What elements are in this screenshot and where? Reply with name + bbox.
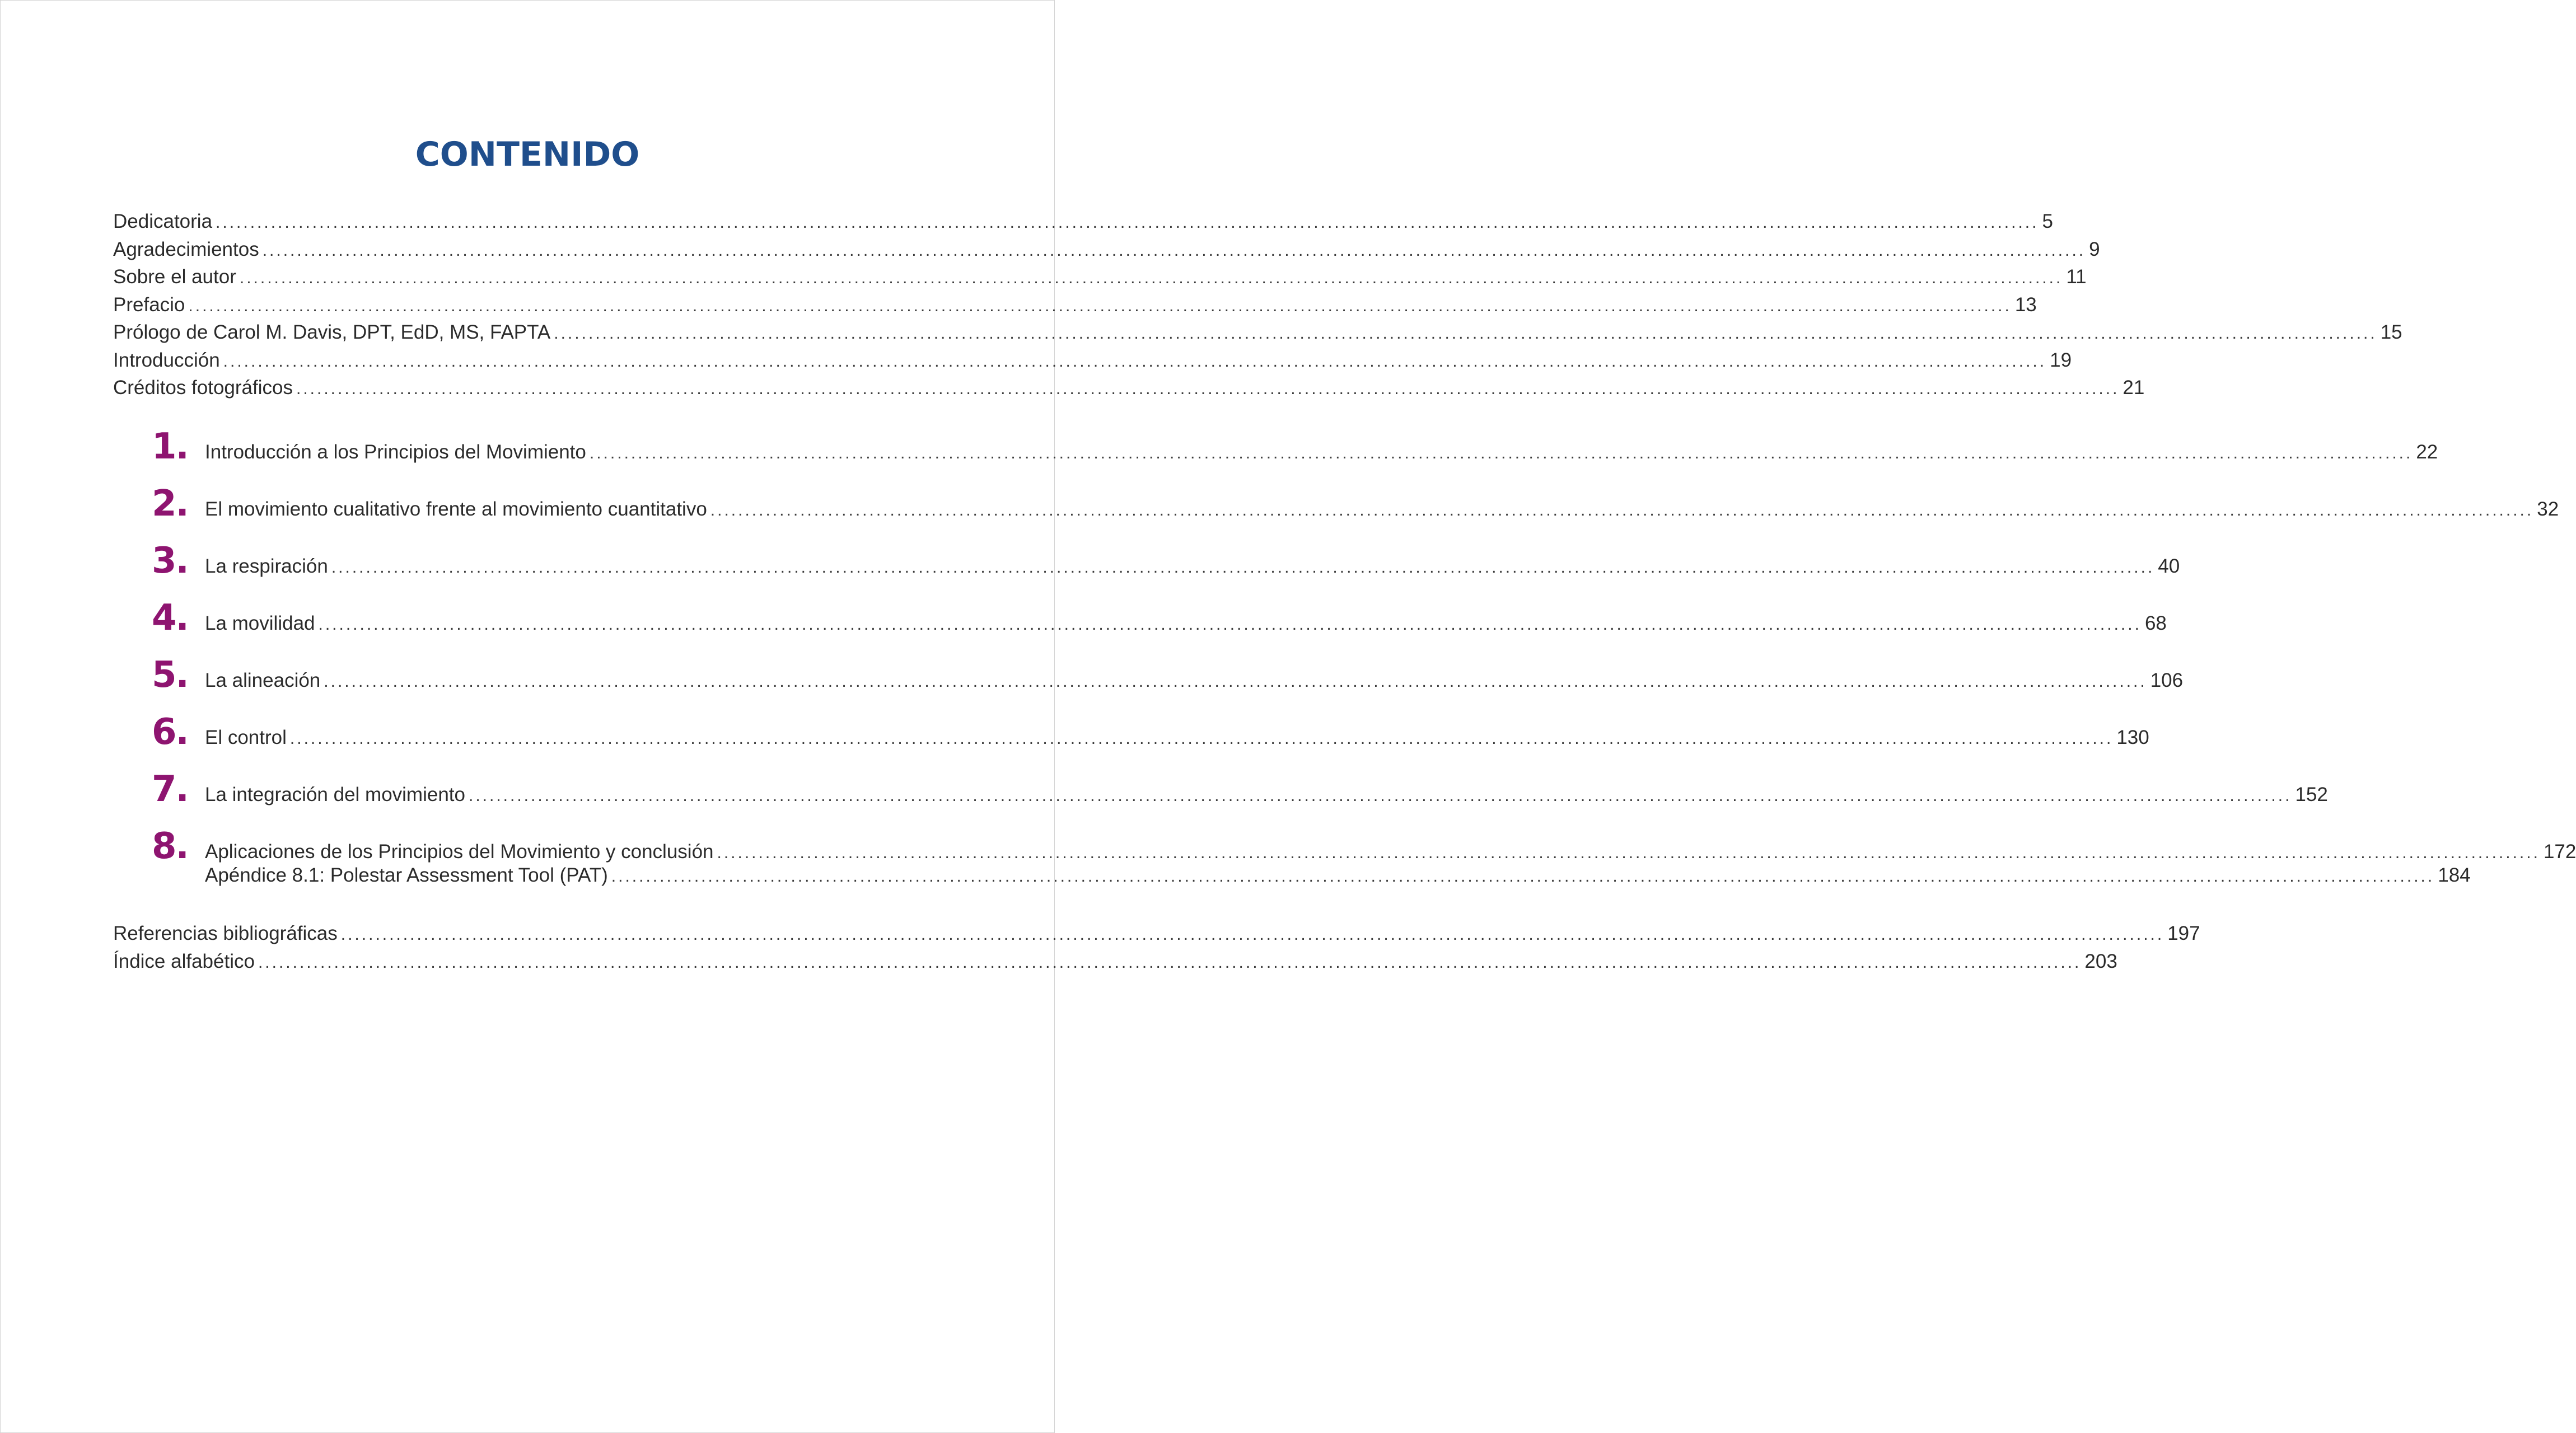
chapter-number: 8. [152, 826, 188, 867]
appendix-entry[interactable] [205, 861, 2471, 889]
toc-entry-label: Créditos fotográficos [113, 377, 293, 399]
chapter-number: 1. [152, 426, 188, 467]
toc-page-number: 40 [2158, 555, 2180, 577]
toc-page-number: 15 [2380, 321, 2402, 343]
dot-leader [223, 348, 2046, 376]
toc-page-number: 106 [2150, 669, 2184, 691]
toc-entry-referencias[interactable] [113, 920, 2200, 948]
toc-entry-prefacio[interactable] [113, 291, 2037, 319]
chapter-number: 2. [152, 483, 188, 525]
dot-leader [216, 209, 2039, 237]
toc-page-number: 5 [2042, 210, 2053, 232]
toc-page-number: 21 [2122, 377, 2145, 399]
toc-entry-dedicatoria[interactable] [113, 208, 2053, 236]
dot-leader [469, 782, 2292, 810]
dot-leader [710, 497, 2533, 525]
toc-entry-label: Introducción [113, 349, 220, 371]
chapter-entry-6[interactable] [152, 711, 2149, 769]
chapter-row [205, 610, 2167, 638]
toc-entry-label: Referencias bibliográficas [113, 922, 338, 944]
toc-entry-agradecimientos[interactable] [113, 236, 2100, 264]
dot-leader [319, 611, 2142, 639]
toc-page-number: 32 [2537, 498, 2559, 520]
toc-page-number: 184 [2438, 864, 2471, 886]
chapter-title: La alineación [205, 669, 321, 691]
dot-leader [554, 320, 2377, 348]
dot-leader [258, 949, 2081, 977]
chapter-title: Introducción a los Principios del Movimiento [205, 441, 586, 463]
chapter-number: 6. [152, 711, 188, 753]
toc-entry-label: Índice alfabético [113, 950, 255, 972]
toc-page-number: 13 [2014, 293, 2037, 316]
toc-page-number: 172 [2543, 841, 2576, 863]
toc-entry-prologo[interactable] [113, 319, 2402, 346]
toc-page-number: 152 [2295, 784, 2328, 806]
chapter-title: Aplicaciones de los Principios del Movimiento y conclusión [205, 841, 714, 863]
chapter-list [152, 426, 2576, 889]
dot-leader [240, 264, 2063, 292]
dot-leader [290, 725, 2113, 753]
dot-leader [324, 668, 2147, 696]
chapter-entry-4[interactable] [152, 597, 2167, 654]
chapter-entry-5[interactable] [152, 654, 2184, 711]
chapter-number: 7. [152, 769, 188, 810]
chapter-title: El movimiento cualitativo frente al movimiento cuantitativo [205, 498, 707, 520]
toc-page-number: 22 [2416, 441, 2438, 463]
toc-entry-indice-alfabetico[interactable] [113, 948, 2117, 976]
toc-entry-introduccion[interactable] [113, 346, 2072, 374]
chapter-row [205, 552, 2180, 580]
chapter-entry-7[interactable] [152, 769, 2328, 826]
dot-leader [611, 863, 2434, 891]
front-matter-list [113, 208, 2402, 402]
toc-page-number: 203 [2084, 950, 2117, 972]
toc-page-number: 19 [2050, 349, 2072, 371]
toc-page-number: 11 [2066, 266, 2087, 288]
dot-leader [296, 375, 2119, 403]
dot-leader [590, 439, 2413, 467]
chapter-number: 4. [152, 597, 188, 639]
toc-page-number: 130 [2116, 727, 2149, 748]
chapter-entry-3[interactable] [152, 540, 2180, 597]
chapter-row [205, 438, 2438, 466]
chapter-title: El control [205, 727, 287, 748]
toc-entry-label: Dedicatoria [113, 210, 213, 232]
chapter-number: 3. [152, 540, 188, 582]
dot-leader [188, 292, 2011, 320]
chapter-title: La movilidad [205, 612, 315, 634]
chapter-title: La integración del movimiento [205, 784, 465, 806]
chapter-row [205, 495, 2559, 523]
dot-leader [341, 921, 2164, 949]
page-title: CONTENIDO [415, 135, 640, 174]
toc-page-number: 197 [2167, 922, 2200, 944]
chapter-row [205, 667, 2183, 695]
toc-entry-label: Agradecimientos [113, 238, 259, 260]
appendix-title: Apéndice 8.1: Polestar Assessment Tool (PAT) [205, 864, 608, 886]
appendix-row [205, 861, 2471, 889]
toc-entry-label: Prólogo de Carol M. Davis, DPT, EdD, MS, FAPTA [113, 321, 551, 343]
toc-entry-sobre-el-autor[interactable] [113, 263, 2087, 291]
chapter-row [205, 724, 2149, 752]
dot-leader [331, 554, 2154, 582]
toc-page-number: 9 [2089, 238, 2100, 260]
back-matter-list [113, 920, 2200, 975]
chapter-entry-2[interactable] [152, 483, 2559, 540]
toc-entry-label: Prefacio [113, 293, 185, 316]
chapter-title: La respiración [205, 555, 328, 577]
chapter-entry-1[interactable] [152, 426, 2438, 483]
toc-entry-label: Sobre el autor [113, 266, 236, 288]
dot-leader [263, 237, 2086, 265]
chapter-number: 5. [152, 654, 188, 696]
toc-entry-creditos-fotograficos[interactable] [113, 374, 2145, 402]
toc-page-number: 68 [2144, 612, 2167, 634]
chapter-row [205, 781, 2328, 809]
